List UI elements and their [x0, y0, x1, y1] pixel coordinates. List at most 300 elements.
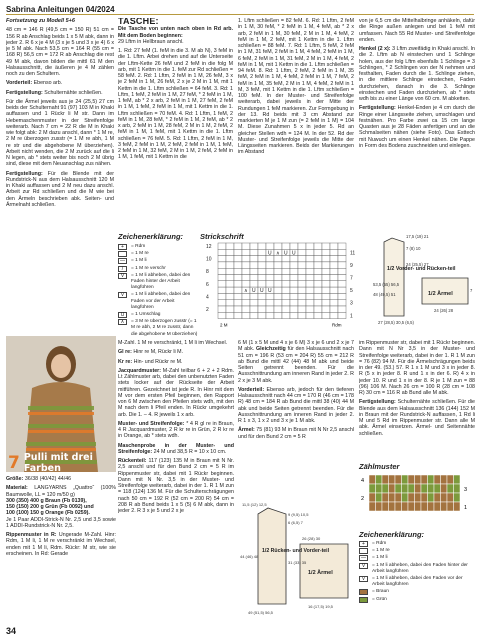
pattern-cell	[376, 475, 383, 484]
pattern-schematic-top	[370, 226, 476, 334]
row-number: 3	[464, 487, 468, 493]
chart-cell	[258, 256, 266, 262]
chart-cell	[234, 275, 242, 281]
chart-symbol: ∧	[244, 288, 248, 295]
paragraph	[118, 458, 234, 514]
paragraph: 1. Rd: 27 feM (1. feM in die 3. M ab N), 3 feM in die 1. Lftm. Arbei drehen und auf die Unterseite der Lftm-Kette 26 feM und 2 feM in die folg M arb, mit 1 Kettm in die 1. feM zur Rd schließen = 58 feM. 2. Rd: 1 Lftm, 2 feM in 1 M, 26 feM, 3 x je 2 feM in 1 M, 26 feM, 2 x je 2 M in 1 M, mit 1 Kettm in die 1. Lftm schließen = 64 feM. 3. Rd: 1 Lftm, 1 feM, 2 feM in 1 M, 27 feM, * 2 feM in 1 M, 1 feM, ab * 2 x arb, 2 feM in 1 M, 27 feM, 2 feM in 1 M, 1 feM, 2 feM in 1 M, mit 1 Kettm in die 1. Lftm schließen = 70 feM. 4. Rd: 1 Lftm, 1 feM, 2 feM in 1 M, 28 feM, * 2 feM in 1 M, 2 feM, ab * 2 x arb, 2 feM in 1 M, 28 feM, 2 M in 1 M, 2 feM, 2 feM in 1 M, 1 feM, mit 1 Kettm in die 1. Lftm schließen = 76 feM. 5. Rd: 1 Lftm, 2 feM in 1 M, 3 feM, 2 feM in 1 M, 2 feM, 2 feM in 1 M, 1 feM, 2 feM in 1 M, 32 feM, 2 M in 1 M, 2 feM, 2 feM in 1 M, 1 feM, mit 1 Kettm in die	[118, 48, 233, 161]
pattern-cell	[376, 502, 383, 511]
chart-cell	[298, 275, 306, 281]
chart-cell	[242, 300, 250, 306]
legend-text: = 1 M re	[131, 251, 149, 257]
chart-title: Strickschrift	[200, 232, 244, 241]
chart-cell	[330, 287, 338, 293]
text: 3 Lftm zweifädig in Khaki anschl. In die 2. Lftm ab N einstechen und 1 Schlinge holen, aus der folg Lftm ebenfalls 1 Schlinge = 3 Schlingen, * 2 Schlingen von der N nehmen und festhalten, Faden durch die 1. Schlinge ziehen, in die mittlere Schlinge einstechen, Faden durchziehen, danach in die 3. Schlinge einstechen und Faden durchziehen, ab * stets wdh bis zu einer Länge von 60 cm. M abketten.	[359, 46, 475, 102]
chart-cell	[314, 243, 322, 249]
chart-cell	[266, 300, 274, 306]
legend-text: = 1 M li	[372, 555, 388, 561]
knitting-chart	[200, 232, 366, 336]
chart-cell	[218, 268, 226, 274]
body-piece	[384, 238, 404, 316]
measure: 44 (46) 48	[240, 554, 259, 559]
chart-cell	[250, 262, 258, 268]
schematic-label: 1/2 Vorder- und Rücken-teil	[387, 266, 456, 272]
paragraph	[238, 427, 354, 440]
chart-cell	[290, 281, 298, 287]
chart-cell	[226, 300, 234, 306]
material-line: 100 (100) 150 g Orange (Fb 0259).	[6, 510, 90, 517]
chart-cell	[234, 281, 242, 287]
chart-cell	[234, 249, 242, 255]
pattern-cell	[454, 493, 461, 502]
counting-chart-grid	[359, 471, 475, 523]
chart-cell	[330, 281, 338, 287]
text: 75 (81) 93 M in Braun mit N Nr 2,5 anschl und für den Bund 2 cm = 5 R	[238, 427, 354, 440]
label: Rückenteil:	[118, 458, 147, 464]
measure: 9 (9,5) 10,5	[288, 512, 309, 517]
chart-cell	[218, 293, 226, 299]
paragraph	[6, 476, 116, 482]
chart-cell	[218, 312, 226, 318]
chart-cell	[226, 293, 234, 299]
chart-cell	[338, 312, 346, 318]
chart-cell	[226, 306, 234, 312]
legend-text: = 1 M li	[131, 258, 147, 264]
chart-cell	[306, 306, 314, 312]
chart-cell	[218, 262, 226, 268]
row-number: 9	[350, 262, 353, 269]
chart-cell	[218, 243, 226, 249]
text: Für die Blende mit der Rundstrick-N aus dem Halsausschnitt 120 M in Khaki auffassen und 2 M neu dazu anschl. Arbeit zur Rd schließen und die M wie bei den Ärmeln beschrieben abk. Seiten- und Ärmelnaht schließen.	[6, 170, 114, 208]
pattern-cell	[389, 493, 396, 502]
chart-cell	[322, 262, 330, 268]
chart-cell	[306, 312, 314, 318]
legend-text: = 1 M re verschr	[131, 265, 166, 271]
chart-cell	[258, 249, 266, 255]
pattern-cell	[415, 484, 422, 493]
chart-cell	[314, 312, 322, 318]
chart-cell	[290, 287, 298, 293]
paragraph: Für die Ärmel jeweils aus je 24 (25,5) 27 cm beids der Schulternaht 91 (97) 103 M in Khaki auffassen und 1 Rückr li M str. Dann im Hebemaschenmuster in der Streifenfolge weiterarb. Nach 7 cm = 22 R die M in Khaki wie folgt abk: 2 M dazu anschl, dann * 1 M re, 2 M re überzogen zusstr (= 1 M re abh, 1 M re str und die abgehobene M überziehen). Arbeit nicht wenden, die 2 M zurück auf die li N legen, ab * stets weiter bis noch 2 M übrig sind, diese mit dem Neuanschlag zus nähen.	[6, 98, 114, 168]
chart-cell	[258, 293, 266, 299]
chart-cell	[250, 275, 258, 281]
chart-cell	[226, 243, 234, 249]
measure: 26 (28) 30	[302, 536, 321, 541]
chart-cell	[298, 249, 306, 255]
chart-cell	[290, 300, 298, 306]
column-3-top	[238, 18, 354, 228]
row-number: 4	[206, 294, 209, 301]
chart-cell	[274, 256, 282, 262]
row-number: 8	[206, 269, 209, 276]
chart-cell	[338, 243, 346, 249]
chart-symbol: U	[292, 250, 296, 257]
legend-symbol	[118, 251, 127, 257]
legend-top	[118, 232, 198, 336]
row-number: 4	[361, 478, 365, 484]
pattern-cell	[454, 475, 461, 484]
measure: 53,5 (55) 56,5	[373, 282, 400, 287]
chart-cell	[314, 268, 322, 274]
column-3-bottom	[238, 340, 354, 490]
paragraph	[118, 368, 234, 418]
paragraph	[238, 340, 354, 384]
legend-text: = 1 M li abheben, dabei den Faden vor der Arbeit langführen	[372, 576, 463, 588]
chart-cell	[314, 249, 322, 255]
chart-cell	[322, 243, 330, 249]
chart-cell	[242, 306, 250, 312]
row-number: 12	[206, 244, 212, 250]
legend-item	[359, 576, 475, 588]
chart-cell	[226, 256, 234, 262]
pattern-cell	[382, 493, 389, 502]
legend-item	[118, 266, 198, 272]
pattern-cell	[415, 502, 422, 511]
pattern-cell	[415, 475, 422, 484]
chart-cell	[282, 256, 290, 262]
chart-cell	[274, 312, 282, 318]
legend-symbol: —	[120, 258, 125, 265]
legend-bottom	[359, 530, 475, 628]
chart-symbol: U	[252, 288, 256, 295]
legend-symbol: v	[359, 576, 368, 582]
chart-cell	[330, 293, 338, 299]
chart-cell	[298, 268, 306, 274]
row-number: 3	[350, 300, 353, 307]
schematic-label: 1/2 Ärmel	[308, 570, 333, 576]
chart-cell	[282, 243, 290, 249]
pattern-cell	[382, 475, 389, 484]
knitting-chart-grid	[200, 241, 366, 331]
chart-cell	[218, 287, 226, 293]
measure: 31 (33) 35	[288, 560, 307, 565]
column-4-bottom	[359, 340, 475, 460]
column-1-bottom	[6, 476, 116, 626]
pattern-cell	[402, 493, 409, 502]
legend-symbol: U	[118, 312, 127, 318]
chart-cell	[306, 300, 314, 306]
pattern-cell	[389, 502, 396, 511]
chart-cell	[242, 281, 250, 287]
chart-cell	[282, 275, 290, 281]
chart-symbol: U	[260, 288, 264, 295]
chart-cell	[242, 262, 250, 268]
chart-cell	[322, 300, 330, 306]
intro-text: Die Tasche von unten nach oben in Rd arb. Mit dem Boden beginnen:	[118, 26, 233, 39]
row-number: 6	[206, 281, 209, 288]
measure: 24 (25,5) 27	[406, 262, 429, 267]
schematic-drawing	[238, 494, 356, 630]
label: Jacquardmuster:	[118, 367, 161, 374]
counting-chart-title: Zählmuster	[359, 462, 400, 471]
measure: 7 (8) 10	[406, 246, 421, 251]
chart-cell	[250, 312, 258, 318]
chart-cell	[218, 275, 226, 281]
chart-cell	[274, 306, 282, 312]
chart-cell	[226, 275, 234, 281]
legend-list	[118, 244, 198, 338]
chart-cell	[250, 249, 258, 255]
chart-cell	[274, 293, 282, 299]
label: Maschenprobe in der Muster- und Streifenfolge:	[118, 442, 234, 455]
chart-cell	[322, 249, 330, 255]
counting-chart	[359, 462, 475, 526]
chart-cell	[234, 306, 242, 312]
row-number: 1	[464, 505, 468, 511]
label: Kr re:	[118, 358, 133, 365]
pattern-cell	[454, 484, 461, 493]
chart-cell	[226, 249, 234, 255]
legend-text: = Grün	[372, 596, 387, 602]
material-line: 150 (150) 200 g Grün (Fb 0092) und	[6, 504, 94, 510]
paragraph	[6, 171, 114, 209]
pattern-cell	[395, 484, 402, 493]
label: Fertigstellung:	[359, 399, 396, 406]
paragraph	[6, 532, 116, 557]
chart-cell	[266, 312, 274, 318]
pattern-cell	[434, 493, 441, 502]
legend-item	[118, 251, 198, 257]
legend-text: = 1 Umschlag	[131, 312, 161, 318]
pattern-cell	[408, 493, 415, 502]
legend-item	[359, 563, 475, 575]
paragraph: 1. Lftm schließen = 82 feM. 6. Rd: 1 Lftm, 2 feM in 1 M, 30 feM, * 2 feM in 1 M, 4 feM, ab * 2 x arb, 2 feM in 1 M, 30 feM, 2 M in 1 M, 4 feM, 2 feM in 1 M, 2 feM, mit 1 Kettm in die 1. Lftm schließen = 88 feM. 7. Rd: 1 Lftm, 5 feM, 2 feM in 1 M, 31 feM, 2 feM in 1 M, 4 feM, 2 feM in 1 M, 6 feM, 2 feM in 1 M, 31 feM, 2 M in 1 M, 4 feM, 2 feM in 1 M, mit 1 Kettm in die 1. Lftm schließen = 94 feM. 8. Rd: 1 Lftm, 2 feM, 2 feM in 1 M, 35 feM, 2 feM in 1 M, 4 feM, 2 feM in 1 M, 7 feM, 2 feM in 1 M, 35 feM, 2 M in 1 M, 4 feM, 2 feM in 1 M, 3 feM, mit 1 Kettm in die 1. Lftm schließen = 100 feM. In der Muster- und Streifenfolge weiterarb, dabei jeweils in der Mitte der Rundungen 1 feM markieren. Zur Formgebung in der 13. Rd beids mit 3 cm Abstand zur markierten M je 1 M zun (= 2 feM in 1 M) = 104 M. Diese Zunahmen 5 x in jeder 5. Rd an gleicher Stellen wdh = 124 M. In der 52. Rd der Muster- und Streifenfolge jeweils die Mitte der Längsseiten markieren. Beids der Markierungen im Abstand	[238, 18, 354, 156]
column-2-top	[118, 18, 233, 228]
pattern-cell	[428, 493, 435, 502]
paragraph: M-Zahl. 1 M re verschränkt, 1 M li im Wechsel.	[118, 340, 228, 346]
paragraph: 48 cm = 146 R (49,5 cm = 150 R) 51 cm = 156 R ab Anschlag beids 1 x 5 M abk, dann in jeder 2. R 6 x je 4 M (3 x je 5 und 3 x je 4) 6 x je 5 M abk. Nach 53,5 cm = 164 R (55 cm = 168 R) 56,5 cm = 172 R ab Anschlag die rest 49 M abk, davon bilden die mittl 61 M den Halsausschnitt, die äußeren je 4 M zählen noch zu den Schultern.	[6, 27, 114, 77]
label: Vorderteil:	[238, 386, 265, 393]
pattern-cell	[421, 502, 428, 511]
chart-cell	[250, 268, 258, 274]
legend-title: Zeichenerklärung:	[359, 530, 425, 539]
label: Vorderteil:	[6, 80, 33, 87]
chart-cell	[306, 293, 314, 299]
paragraph	[359, 399, 475, 437]
chart-cell	[258, 243, 266, 249]
section-title: TASCHE:	[118, 18, 159, 26]
chart-cell	[226, 281, 234, 287]
measure: 49 (51,5) 56,5	[248, 610, 273, 615]
chart-cell	[322, 275, 330, 281]
column-2-bottom	[118, 340, 234, 630]
paragraph	[238, 387, 354, 425]
chart-cell	[298, 312, 306, 318]
text: Schulternähte schließen. Für die Blende aus dem Halsausschnitt 136 (144) 152 M in Braun mit der Rundstrick-N auffassen, 1 Rd li M und 5 Rd im Rippenmuster str. Dann alle M abk. Ärmel einsetzen. Ärmel- und Seitennähte schließen.	[359, 399, 475, 437]
chart-cell	[266, 256, 274, 262]
pattern-cell	[441, 502, 448, 511]
row-number: 10	[206, 256, 212, 263]
label: Gl re:	[118, 349, 132, 356]
chart-cell	[298, 287, 306, 293]
chart-cell	[290, 256, 298, 262]
page-header	[6, 2, 474, 15]
legend-item	[118, 319, 198, 338]
chart-cell	[250, 293, 258, 299]
row-number: 2	[206, 307, 209, 313]
chart-cell	[234, 287, 242, 293]
paragraph	[118, 359, 234, 365]
chart-cell	[282, 300, 290, 306]
pattern-cell	[402, 484, 409, 493]
pattern-cell	[389, 475, 396, 484]
chart-cell	[258, 306, 266, 312]
legend-text: = Braun	[372, 589, 389, 595]
chart-cell	[338, 287, 346, 293]
chart-cell	[242, 243, 250, 249]
paragraph: Je 1 Paar ADDI-Strick-N Nr. 2,5 und 3,5 sowie 1 ADDI-Rundstrick-N Nr. 2,5.	[6, 516, 116, 529]
paragraph: von je 6,5 cm die Mittelhalbringe anhäkeln, dafür die Ringe außen anlegen und bei 1 feM mit umfassen. Nach 55 Rd Muster- und Streifenfolge enden.	[359, 18, 475, 43]
label: Fertigstellung:	[359, 105, 396, 112]
chart-cell	[306, 243, 314, 249]
pattern-cell	[421, 484, 428, 493]
pattern-schematic-bottom	[238, 494, 356, 630]
label: Größe:	[6, 476, 24, 482]
chart-cell	[266, 243, 274, 249]
chart-symbol: U	[268, 288, 272, 295]
text: LANGYARNS „Quattro“ (100% Baumwolle, LL = 120 m/50 g)	[6, 485, 116, 498]
chart-cell	[290, 275, 298, 281]
legend-symbol	[359, 548, 368, 554]
schematic-label: 1/2 Rücken- und Vorder-teil	[262, 548, 330, 554]
chart-cell	[314, 281, 322, 287]
chart-cell	[298, 262, 306, 268]
material-line: 300 (350) 400 g Braun (Fb 0139),	[6, 497, 87, 504]
body-piece	[258, 508, 286, 604]
chart-cell	[338, 249, 346, 255]
legend-text: = Rdm	[372, 541, 387, 546]
chart-footer: Rdm	[332, 322, 342, 328]
text: Schulternähte schließen.	[44, 89, 103, 96]
legend-symbol: V	[118, 273, 127, 279]
chart-footer: 2 M	[220, 322, 228, 328]
chart-cell	[322, 306, 330, 312]
chart-cell	[274, 262, 282, 268]
text: Ebenso arb, jedoch für den tieferen Halsausschnitt nach 44 cm = 170 R (46 cm = 178 R) 48 cm = 184 R ab Bund die mittl 38 (40) 44 M abk und beide Seiten getrennt beenden. Für die Ausschnittrundung am inneren Rand in jeder 2. R 1 x 3, 1 x 2 und 3 x je 1 M abk.	[238, 386, 354, 424]
chart-cell	[338, 293, 346, 299]
pattern-cell	[428, 502, 435, 511]
chart-cell	[282, 268, 290, 274]
measure: 16 (17,5) 19,5	[308, 604, 333, 609]
intro-2: 29 Lftm in Hellbraun anschl.	[118, 38, 184, 45]
chart-cell	[242, 293, 250, 299]
chart-cell	[314, 293, 322, 299]
paragraph	[6, 90, 114, 96]
text: 6 M (1 x 5 M und 4 x je 6 M) 3 x je 6 und 2 x je 7 M abk.	[238, 340, 354, 353]
chart-cell	[314, 300, 322, 306]
chart-cell	[298, 256, 306, 262]
pattern-cell	[369, 502, 376, 511]
chart-cell	[250, 243, 258, 249]
chart-cell	[338, 256, 346, 262]
chart-cell	[306, 275, 314, 281]
chart-cell	[234, 262, 242, 268]
legend-symbol	[359, 597, 368, 603]
pattern-cell	[408, 484, 415, 493]
pattern-cell	[441, 484, 448, 493]
chart-cell	[250, 256, 258, 262]
paragraph	[6, 485, 116, 498]
chart-cell	[282, 287, 290, 293]
legend-item	[359, 548, 475, 554]
pattern-cell	[395, 475, 402, 484]
pattern-cell	[395, 493, 402, 502]
paragraph	[359, 46, 475, 102]
chart-cell	[330, 275, 338, 281]
chart-cell	[298, 281, 306, 287]
chart-cell	[242, 256, 250, 262]
chart-cell	[298, 293, 306, 299]
chart-cell	[274, 300, 282, 306]
text: 24 M und 38,5 R = 10 x 10 cm.	[153, 448, 227, 455]
measure: 24 (26) 28	[434, 308, 454, 313]
measure: 17,5 (19) 21	[406, 234, 429, 239]
chart-cell	[306, 268, 314, 274]
chart-cell	[306, 249, 314, 255]
chart-cell	[290, 312, 298, 318]
label: Gleichzeitig	[256, 346, 286, 353]
paragraph: im Rippenmuster str, dabei mit 1 Rückr beginnen. Dann mit N Nr 3,5 in der Muster- und Streifenfolge weiterarb, dabei in der 1. R 1 M zun = 76 (82) 94 M. Für die Ärmelschrägungen beids in der 49. (53.) 57. R 1 x 1 M und 3 x in jeder 8. R (5 x in jeder 8. R und 1 x in der 6. R) 4 x in jeder 10. R und 1 x in der 8. R je 1 M zun = 88 (96) 106 M. Nach 26 cm = 100 R (28 cm = 108 R) 30 cm = 116 R ab Bund alle M abk.	[359, 340, 475, 396]
text: für den Halsausschnitt nach 51 cm = 196 R (53 cm = 204 R) 55 cm = 212 R ab Bund die mittl 42 (44) 48 M abk und beide Seiten getrennt beenden. Für die Ausschnittrundung am inneren Rand in jeder 2. R 2 x je 3 M abk.	[238, 346, 354, 384]
chart-cell	[330, 268, 338, 274]
legend-text: = 1 M li abheben, dabei den Faden vor der Arbeit langführen	[131, 292, 191, 310]
label: Ärmel:	[238, 427, 255, 434]
label: Henkel (2 x):	[359, 46, 391, 52]
chart-cell	[266, 275, 274, 281]
legend-item	[118, 292, 198, 311]
legend-symbol: V	[359, 563, 368, 569]
pattern-cell	[447, 475, 454, 484]
legend-text: = Rdm	[131, 244, 146, 249]
text: 36/38 (40/42) 44/46	[24, 476, 72, 482]
chart-cell	[234, 312, 242, 318]
chart-cell	[226, 268, 234, 274]
chart-cell	[314, 262, 322, 268]
pattern-cell	[376, 493, 383, 502]
paragraph	[118, 443, 234, 456]
chart-cell	[234, 256, 242, 262]
chart-cell	[338, 300, 346, 306]
chart-cell	[338, 262, 346, 268]
measure: 27 (28,5) 30,5 (6,5)	[378, 320, 414, 325]
legend-symbol: —	[361, 555, 366, 562]
paragraph	[118, 349, 234, 355]
measure: 11,5 (12) 12,5	[242, 502, 267, 507]
pattern-cell	[389, 484, 396, 493]
pattern-cell	[382, 484, 389, 493]
chart-cell	[306, 287, 314, 293]
chart-cell	[266, 293, 274, 299]
chart-cell	[218, 249, 226, 255]
row-number: 2	[361, 496, 365, 502]
pattern-cell	[421, 475, 428, 484]
chart-cell	[330, 306, 338, 312]
text: M-Zahl teilbar 6 + 2 + 2 Rdm. Lt Zählmuster arb, dabei den unbenutzten Faden stets locker auf der Rückseite der Arbeit mitführen. Gezeichnet ist jede R. In Hinr mit dem M vor dem ersten Pfeil beginnen, den Rapport von 6 M zwischen den Pfeilen stets wdh, mit den M nach dem li Pfeil enden. In Rückr umgekehrt arb. Die 1. – 4. R jeweils 1 x arb.	[118, 367, 234, 418]
chart-cell	[338, 268, 346, 274]
chart-cell	[306, 262, 314, 268]
row-number: 1	[350, 313, 353, 320]
chart-cell	[290, 268, 298, 274]
pattern-cell	[434, 475, 441, 484]
pattern-cell	[434, 502, 441, 511]
chart-cell	[242, 275, 250, 281]
chart-cell	[314, 287, 322, 293]
chart-cell	[282, 306, 290, 312]
pattern-cell	[428, 484, 435, 493]
chart-cell	[250, 306, 258, 312]
label: Rippenmuster in R:	[6, 532, 57, 538]
legend-item	[118, 273, 198, 292]
model-number: 7	[8, 453, 20, 472]
